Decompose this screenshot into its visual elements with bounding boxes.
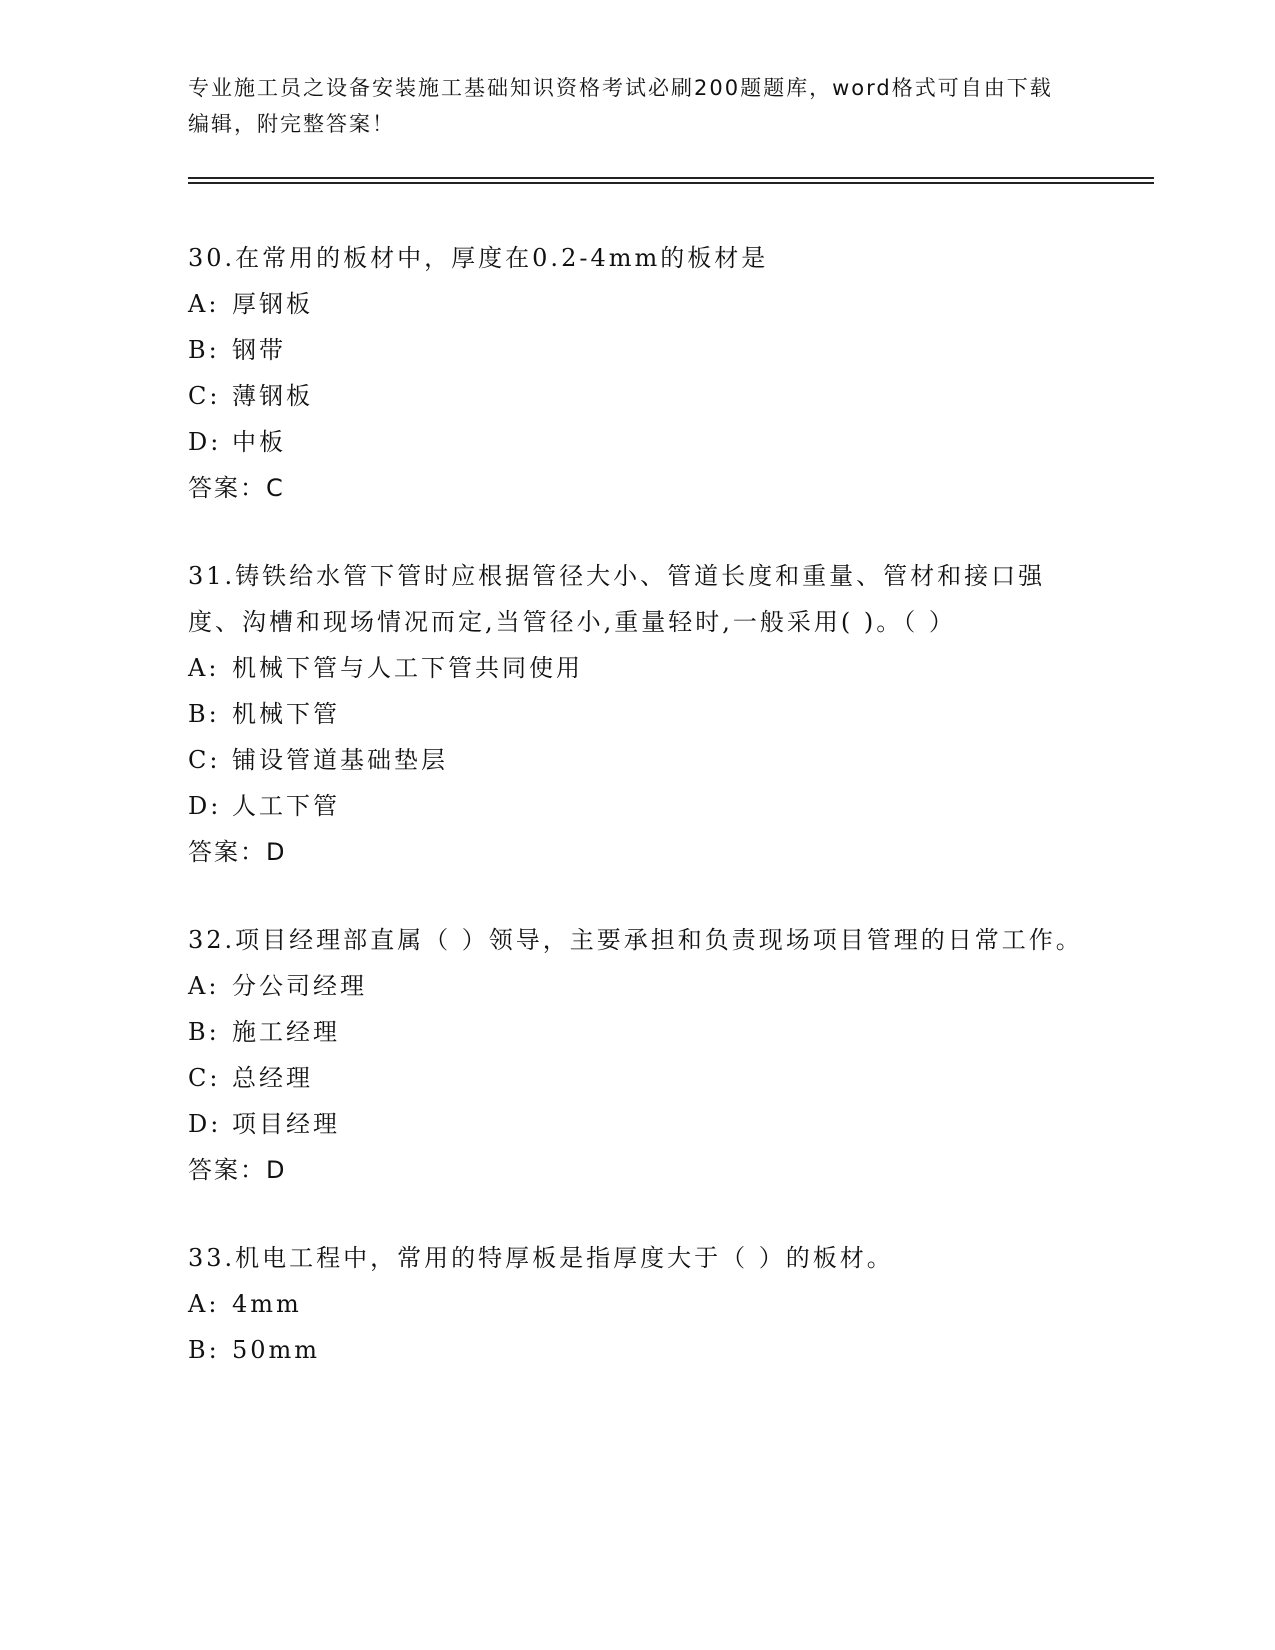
option-key: A: xyxy=(188,1290,220,1318)
question-list xyxy=(188,235,1088,1415)
answer-line: 答案：C xyxy=(188,474,285,502)
question-stem: 32.项目经理部直属（ ）领导，主要承担和负责现场项目管理的日常工作。 xyxy=(188,926,1083,954)
option-text: 4mm xyxy=(232,1290,302,1318)
option-text: 施工经理 xyxy=(232,1018,340,1046)
option-c xyxy=(188,1055,1088,1101)
option-key: A: xyxy=(188,654,220,682)
option-d xyxy=(188,419,1088,465)
question-30 xyxy=(188,235,1088,511)
option-text: 机械下管与人工下管共同使用 xyxy=(232,654,583,682)
question-stem: 33.机电工程中，常用的特厚板是指厚度大于（ ）的板材。 xyxy=(188,1244,894,1272)
option-key: B: xyxy=(188,700,220,728)
option-key: C: xyxy=(188,382,221,410)
option-text: 人工下管 xyxy=(232,792,340,820)
option-a xyxy=(188,1281,1088,1327)
option-key: C: xyxy=(188,746,221,774)
option-a xyxy=(188,645,1088,691)
question-stem: 31.铸铁给水管下管时应根据管径大小、管道长度和重量、管材和接口强度、沟槽和现场情况而定,当管径小,重量轻时,一般采用( )。（ ） xyxy=(188,562,1046,636)
option-key: B: xyxy=(188,1336,220,1364)
option-key: A: xyxy=(188,290,220,318)
option-key: C: xyxy=(188,1064,221,1092)
question-32 xyxy=(188,917,1088,1193)
option-text: 铺设管道基础垫层 xyxy=(232,746,448,774)
option-text: 薄钢板 xyxy=(232,382,313,410)
option-key: D: xyxy=(188,428,222,456)
option-key: A: xyxy=(188,972,220,1000)
answer-line: 答案：D xyxy=(188,838,287,866)
option-key: B: xyxy=(188,336,220,364)
option-b xyxy=(188,327,1088,373)
option-c xyxy=(188,737,1088,783)
question-stem: 30.在常用的板材中，厚度在0.2-4mm的板材是 xyxy=(188,244,769,272)
option-key: D: xyxy=(188,792,222,820)
option-b xyxy=(188,1327,1088,1373)
option-key: B: xyxy=(188,1018,220,1046)
document-header: 专业施工员之设备安装施工基础知识资格考试必刷200题题库，word格式可自由下载编辑，附完整答案！ xyxy=(188,76,1053,136)
option-text: 钢带 xyxy=(232,336,286,364)
option-text: 厚钢板 xyxy=(232,290,313,318)
question-31 xyxy=(188,553,1088,875)
option-b xyxy=(188,691,1088,737)
option-a xyxy=(188,963,1088,1009)
option-c xyxy=(188,373,1088,419)
question-33 xyxy=(188,1235,1088,1373)
option-d xyxy=(188,783,1088,829)
option-text: 分公司经理 xyxy=(232,972,367,1000)
option-text: 机械下管 xyxy=(232,700,340,728)
option-b xyxy=(188,1009,1088,1055)
option-a xyxy=(188,281,1088,327)
option-text: 中板 xyxy=(232,428,286,456)
option-text: 总经理 xyxy=(232,1064,313,1092)
option-d xyxy=(188,1101,1088,1147)
header-rule-bottom xyxy=(188,182,1154,184)
header-rule-top xyxy=(188,177,1154,179)
option-key: D: xyxy=(188,1110,222,1138)
option-text: 50mm xyxy=(232,1336,321,1364)
option-text: 项目经理 xyxy=(232,1110,340,1138)
answer-line: 答案：D xyxy=(188,1156,287,1184)
